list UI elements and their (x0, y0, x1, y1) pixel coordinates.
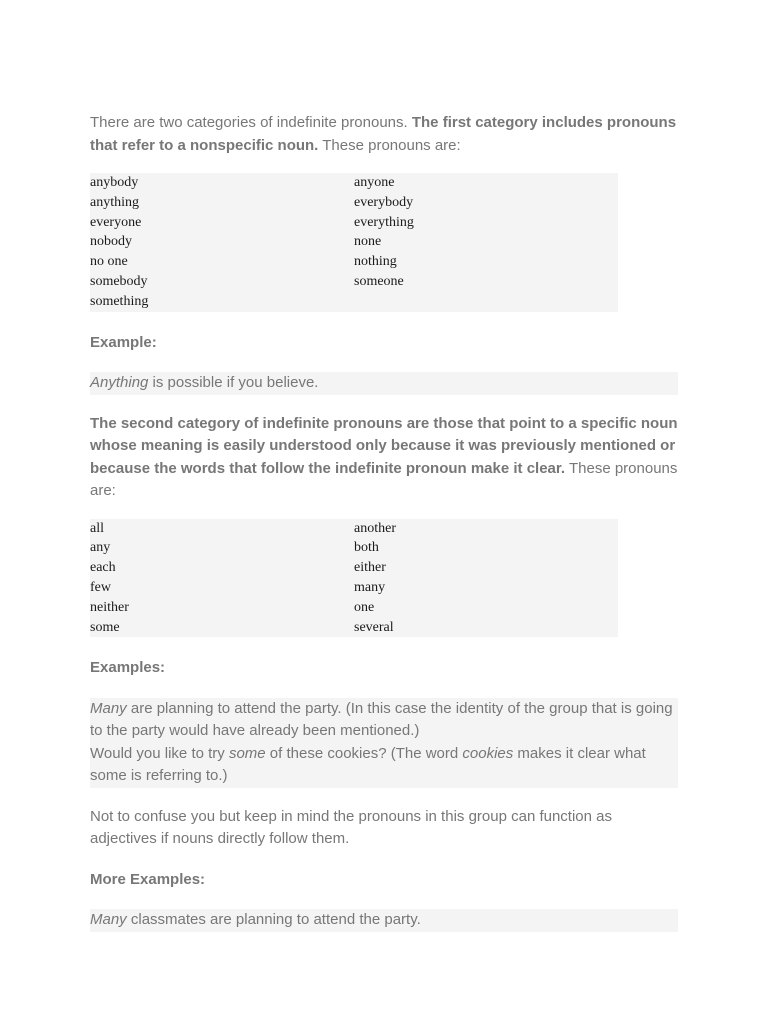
pronoun-cell: each (90, 560, 116, 576)
more-examples-rest: classmates are planning to attend the party. (126, 911, 421, 929)
pronoun-cell: many (354, 579, 386, 595)
pronoun-cell: another (354, 520, 396, 536)
pronoun-cell: some (90, 619, 120, 635)
example-label: Example: (90, 333, 157, 351)
intro-paragraph-2 (90, 413, 678, 503)
pronoun-table-2-right-column (354, 519, 618, 638)
pronoun-cell: none (354, 234, 382, 250)
examples2-line2-italic-cookies: cookies (462, 744, 514, 762)
pronoun-cell: everyone (90, 214, 142, 230)
pronoun-cell: somebody (90, 273, 148, 289)
more-examples-label: More Examples: (90, 870, 206, 888)
example-box-1 (90, 372, 678, 395)
pronoun-cell: one (354, 599, 375, 615)
pronoun-cell: neither (90, 599, 129, 615)
example-box-2 (90, 698, 678, 788)
pronoun-cell: nothing (354, 254, 397, 270)
examples2-line1-rest: are planning to attend the party. (In this case the identity of the group that is going to the party would have already been mentioned.) (90, 699, 673, 740)
pronoun-cell: anything (90, 194, 139, 210)
intro-paragraph-1 (90, 112, 678, 157)
pronoun-cell: everybody (354, 194, 414, 210)
intro1-bold: The first category includes pronouns that refer to a nonspecific noun. (90, 114, 677, 154)
intro2-bold: The second category of indefinite pronouns are those that point to a specific noun whose meaning is easily understood only because it was previously mentioned or because the words that follow the indefinite pronoun make it clear. (90, 414, 678, 477)
example-sentence-4 (90, 909, 678, 932)
pronoun-cell: both (354, 540, 379, 556)
example1-italic: Anything (90, 374, 149, 392)
pronoun-table-1-left-column (90, 173, 354, 312)
pronoun-cell: no one (90, 254, 128, 270)
pronoun-cell: someone (354, 273, 404, 289)
example-box-3 (90, 909, 678, 932)
examples2-line1-italic: Many (90, 699, 127, 717)
example-sentence-2 (90, 698, 678, 743)
article-content (90, 112, 678, 950)
examples2-line2-mid: of these cookies? (The word (265, 744, 463, 762)
pronoun-table-1-right-column (354, 173, 618, 312)
examples2-line2-italic-some: some (228, 744, 266, 762)
more-examples-italic: Many (90, 911, 127, 929)
pronoun-cell: all (90, 520, 104, 536)
examples-label: Examples: (90, 659, 166, 677)
pronoun-table-2-left-column (90, 519, 354, 638)
pronoun-cell: any (90, 540, 111, 556)
pronoun-cell: nobody (90, 234, 132, 250)
example-sentence-1 (90, 372, 678, 395)
pronoun-cell: few (90, 579, 111, 595)
example1-rest: is possible if you believe. (148, 374, 319, 392)
intro2-tail: These pronouns are: (90, 459, 678, 500)
example-sentence-3 (90, 743, 678, 788)
examples2-line2-after: makes it clear what some is referring to.) (90, 744, 646, 785)
pronoun-cell: everything (354, 214, 414, 230)
pronoun-cell: either (354, 560, 386, 576)
pronoun-cell: something (90, 293, 149, 309)
intro1-plain: There are two categories of indefinite pronouns. (90, 114, 412, 131)
examples2-line2-before: Would you like to try (90, 744, 229, 762)
pronoun-table-2 (90, 519, 618, 638)
pronoun-cell: anyone (354, 175, 395, 190)
pronoun-cell: several (354, 619, 394, 635)
pronoun-cell: anybody (90, 175, 139, 190)
note-paragraph: Not to confuse you but keep in mind the pronouns in this group can function as adjectives if nouns directly follow them. (90, 807, 612, 848)
pronoun-table-1 (90, 173, 618, 312)
intro1-tail: These pronouns are: (318, 136, 461, 154)
